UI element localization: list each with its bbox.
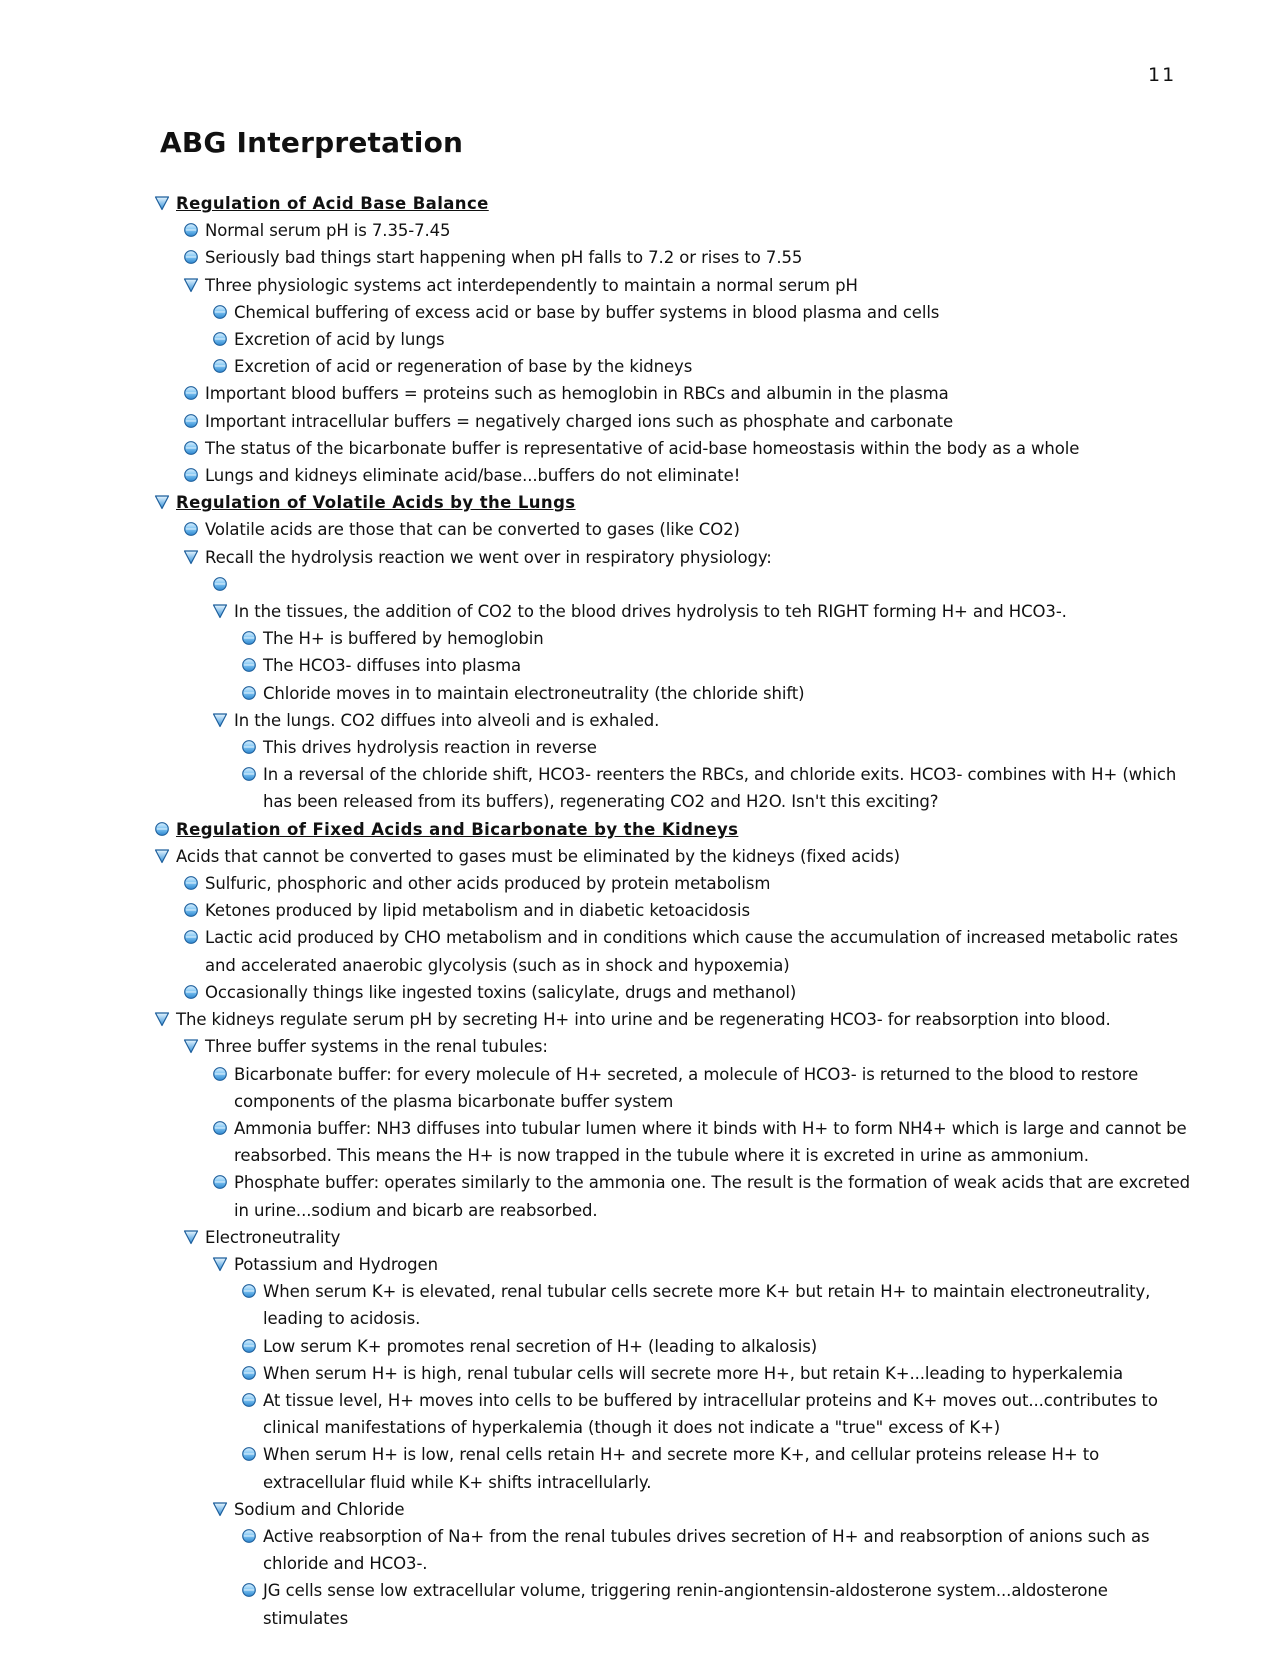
collapse-triangle-icon[interactable]: [154, 1011, 170, 1027]
outline-item: [154, 353, 1194, 380]
collapse-triangle-icon[interactable]: [183, 277, 199, 293]
outline-item: [154, 652, 1194, 679]
bullet-circle-icon: [241, 1528, 257, 1544]
outline-item: [154, 217, 1194, 244]
bullet-circle-icon: [183, 521, 199, 537]
collapse-triangle-icon[interactable]: [183, 1038, 199, 1054]
outline-item: [154, 761, 1194, 815]
bullet-circle-icon: [241, 657, 257, 673]
collapse-triangle-icon[interactable]: [154, 848, 170, 864]
outline-item-text: Three physiologic systems act interdependently to maintain a normal serum pH: [205, 275, 858, 295]
outline-item-text: Seriously bad things start happening when pH falls to 7.2 or rises to 7.55: [205, 248, 803, 268]
collapse-triangle-icon[interactable]: [183, 1229, 199, 1245]
bullet-circle-icon: [241, 1365, 257, 1381]
outline-item-text: Chemical buffering of excess acid or base by buffer systems in blood plasma and cells: [234, 302, 940, 322]
outline-item: [154, 897, 1194, 924]
outline-item: [154, 734, 1194, 761]
outline-item-text: Active reabsorption of Na+ from the renal tubules drives secretion of H+ and reabsorption of anions such as chloride and HCO3-.: [263, 1526, 1150, 1574]
outline-item: [154, 843, 1194, 870]
bullet-circle-icon: [241, 1283, 257, 1299]
outline-item-text: Electroneutrality: [205, 1227, 341, 1247]
outline-item-text: Important intracellular buffers = negatively charged ions such as phosphate and carbonate: [205, 411, 954, 431]
outline-item-text: Chloride moves in to maintain electroneutrality (the chloride shift): [263, 683, 805, 703]
outline-item: [154, 1523, 1194, 1577]
bullet-circle-icon: [212, 304, 228, 320]
collapse-triangle-icon[interactable]: [212, 1501, 228, 1517]
outline-item-text: Acids that cannot be converted to gases must be eliminated by the kidneys (fixed acids): [176, 846, 900, 866]
outline-item-text: The H+ is buffered by hemoglobin: [263, 629, 544, 649]
collapse-triangle-icon[interactable]: [212, 1256, 228, 1272]
bullet-circle-icon: [183, 875, 199, 891]
bullet-circle-icon: [212, 358, 228, 374]
outline-item: [154, 1387, 1194, 1441]
outline-item-text: Phosphate buffer: operates similarly to the ammonia one. The result is the formation of weak acids that are excreted in urine...sodium and bicarb are reabsorbed.: [234, 1173, 1191, 1220]
outline-item-text: Low serum K+ promotes renal secretion of H+ (leading to alkalosis): [263, 1336, 818, 1356]
outline-item: [154, 979, 1194, 1006]
bullet-circle-icon: [241, 685, 257, 701]
outline-item-text: Potassium and Hydrogen: [234, 1254, 438, 1274]
outline-item: [154, 1033, 1194, 1060]
bullet-circle-icon: [183, 467, 199, 483]
outline-item-text: Bicarbonate buffer: for every molecule of H+ secreted, a molecule of HCO3- is returned to the blood to restore components of the plasma bicarbonate buffer system: [234, 1064, 1139, 1111]
bullet-circle-icon: [212, 1174, 228, 1190]
bullet-circle-icon: [183, 413, 199, 429]
outline-item-text: In a reversal of the chloride shift, HCO3- reenters the RBCs, and chloride exits. HCO3- combines with H+ (which has been released from its buffers), regenerating CO2 and H2O. Isn't this exciting?: [263, 765, 1177, 812]
bullet-circle-icon: [183, 385, 199, 401]
outline-item: [154, 1115, 1194, 1169]
outline-item: [154, 680, 1194, 707]
page-number: 11: [1148, 64, 1177, 86]
bullet-circle-icon: [212, 576, 228, 592]
section-heading-text: Regulation of Acid Base Balance: [176, 194, 489, 213]
outline-item: [154, 516, 1194, 543]
outline-item-text: Volatile acids are those that can be converted to gases (like CO2): [205, 520, 740, 540]
outline-item-text: The kidneys regulate serum pH by secreting H+ into urine and be regenerating HCO3- for reabsorption into blood.: [176, 1010, 1111, 1030]
outline-item-text: Three buffer systems in the renal tubules:: [205, 1037, 548, 1057]
bullet-circle-icon: [183, 984, 199, 1000]
outline-item: [154, 625, 1194, 652]
bullet-circle-icon: [241, 739, 257, 755]
collapse-triangle-icon[interactable]: [212, 712, 228, 728]
outline-item: [154, 924, 1194, 978]
bullet-circle-icon: [241, 1582, 257, 1598]
outline-item-text: The HCO3- diffuses into plasma: [263, 656, 522, 676]
outline-item: [154, 870, 1194, 897]
outline-item: [154, 272, 1194, 299]
bullet-circle-icon: [241, 1338, 257, 1354]
outline-item: [154, 244, 1194, 271]
outline-item-text: Excretion of acid or regeneration of base by the kidneys: [234, 357, 693, 377]
page-title: ABG Interpretation: [160, 126, 464, 159]
outline-item-text: Ammonia buffer: NH3 diffuses into tubular lumen where it binds with H+ to form NH4+ which is large and cannot be reabsorbed. This means the H+ is now trapped in the tubule where it is excreted in urine as ammonium.: [234, 1118, 1187, 1166]
outline-item: [154, 1496, 1194, 1523]
bullet-circle-icon: [183, 440, 199, 456]
outline-item: [154, 380, 1194, 407]
outline-item-text: Occasionally things like ingested toxins (salicylate, drugs and methanol): [205, 982, 797, 1002]
collapse-triangle-icon[interactable]: [183, 549, 199, 565]
bullet-circle-icon: [212, 331, 228, 347]
outline-heading: [154, 489, 1194, 516]
bullet-circle-icon: [241, 766, 257, 782]
collapse-triangle-icon[interactable]: [154, 494, 170, 510]
outline-item-text: Important blood buffers = proteins such as hemoglobin in RBCs and albumin in the plasma: [205, 384, 949, 404]
outline-item-text: Sodium and Chloride: [234, 1499, 405, 1519]
bullet-circle-icon: [183, 249, 199, 265]
outline-item: [154, 1006, 1194, 1033]
collapse-triangle-icon[interactable]: [154, 195, 170, 211]
outline-item: [154, 435, 1194, 462]
outline-item-text: When serum H+ is high, renal tubular cells will secrete more H+, but retain K+...leading to hyperkalemia: [263, 1363, 1124, 1383]
outline-item: [154, 1577, 1194, 1631]
outline-item-text: [234, 575, 239, 594]
outline-heading: [154, 816, 1194, 843]
bullet-circle-icon: [241, 630, 257, 646]
outline-item-text: The status of the bicarbonate buffer is representative of acid-base homeostasis within the body as a whole: [205, 438, 1080, 458]
outline-item-text: In the lungs. CO2 diffues into alveoli and is exhaled.: [234, 710, 660, 730]
outline-item-text: In the tissues, the addition of CO2 to the blood drives hydrolysis to teh RIGHT forming H+ and HCO3-.: [234, 602, 1067, 622]
outline-item-text: Recall the hydrolysis reaction we went over in respiratory physiology:: [205, 547, 772, 567]
outline-item: [154, 1251, 1194, 1278]
outline-item-text: Lungs and kidneys eliminate acid/base...buffers do not eliminate!: [205, 466, 741, 486]
collapse-triangle-icon[interactable]: [212, 603, 228, 619]
bullet-circle-icon: [183, 222, 199, 238]
outline-item: [154, 1169, 1194, 1223]
bullet-circle-icon: [183, 929, 199, 945]
bullet-circle-icon: [212, 1066, 228, 1082]
outline-item: [154, 299, 1194, 326]
outline-item: [154, 707, 1194, 734]
outline-item-text: When serum K+ is elevated, renal tubular cells secrete more K+ but retain H+ to maintain electroneutrality, leading to acidosis.: [263, 1282, 1151, 1329]
section-heading-text: Regulation of Volatile Acids by the Lungs: [176, 493, 576, 513]
outline-item-text: When serum H+ is low, renal cells retain H+ and secrete more K+, and cellular proteins release H+ to extracellular fluid while K+ shifts intracellularly.: [263, 1445, 1100, 1492]
outline-item-text: JG cells sense low extracellular volume, triggering renin-angiontensin-aldosterone system...aldosterone stimulates: [263, 1581, 1108, 1628]
outline-item-text: Lactic acid produced by CHO metabolism and in conditions which cause the accumulation of increased metabolic rates and accelerated anaerobic glycolysis (such as in shock and hypoxemia): [205, 928, 1178, 975]
outline-item: [154, 571, 1194, 598]
outline-item: [154, 1278, 1194, 1332]
outline-item-text: Excretion of acid by lungs: [234, 330, 445, 350]
outline-item-text: Normal serum pH is 7.35-7.45: [205, 221, 451, 241]
outline-item-text: At tissue level, H+ moves into cells to be buffered by intracellular proteins and K+ moves out...contributes to clinical manifestations of hyperkalemia (though it does not indicate a "true" excess of K+): [263, 1390, 1158, 1438]
outline-heading: [154, 190, 1194, 217]
outline-item: [154, 1061, 1194, 1115]
section-heading-text: Regulation of Fixed Acids and Bicarbonate by the Kidneys: [176, 819, 739, 839]
outline-item: [154, 1360, 1194, 1387]
outline-item: [154, 408, 1194, 435]
outline-item: [154, 1441, 1194, 1495]
outline-item-text: Sulfuric, phosphoric and other acids produced by protein metabolism: [205, 874, 771, 894]
outline-item: [154, 462, 1194, 489]
outline-item-text: Ketones produced by lipid metabolism and in diabetic ketoacidosis: [205, 901, 750, 921]
outline-item-text: This drives hydrolysis reaction in reverse: [263, 738, 597, 758]
outline-item: [154, 544, 1194, 571]
bullet-circle-icon: [212, 1120, 228, 1136]
outline: [154, 190, 1194, 1632]
outline-item: [154, 1224, 1194, 1251]
outline-item: [154, 598, 1194, 625]
bullet-circle-icon: [241, 1446, 257, 1462]
bullet-circle-icon: [183, 902, 199, 918]
outline-item: [154, 326, 1194, 353]
bullet-circle-icon: [154, 821, 170, 837]
bullet-circle-icon: [241, 1392, 257, 1408]
outline-item: [154, 1333, 1194, 1360]
